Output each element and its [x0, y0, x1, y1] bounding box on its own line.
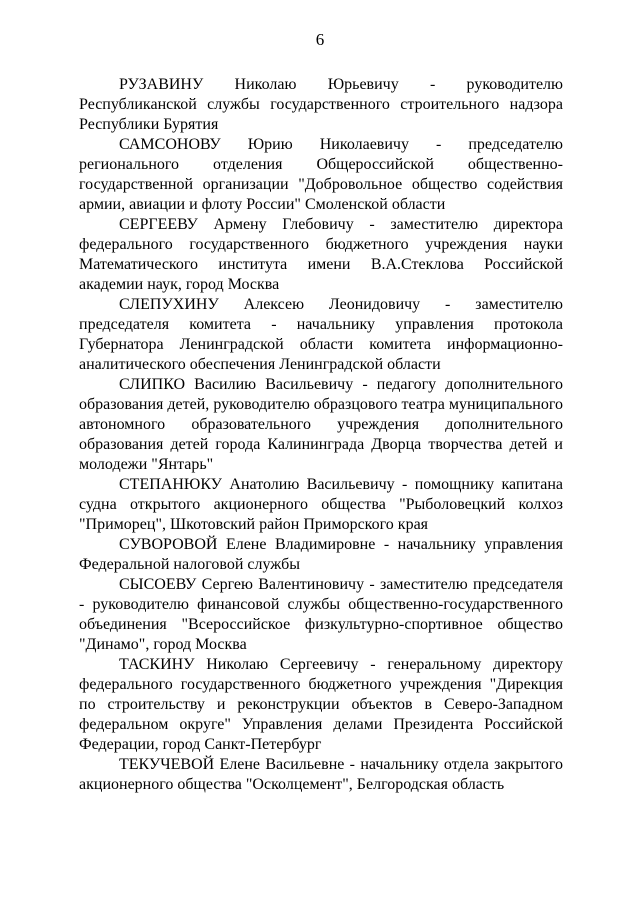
award-list	[79, 75, 563, 795]
list-item: ТЕКУЧЕВОЙ Елене Васильевне - начальнику отдела закрытого акционерного общества "Осколцемент", Белгородская область	[79, 756, 563, 793]
list-item: СЫСОЕВУ Сергею Валентиновичу - заместителю председателя - руководителю финансовой службы общественно-государственного объединения "Всероссийское физкультурно-спортивное общество "Динамо", город Москва	[79, 576, 563, 653]
list-item: СЛЕПУХИНУ Алексею Леонидовичу - заместителю председателя комитета - начальнику управления протокола Губернатора Ленинградской области комитета информационно-аналитического обеспечения Ленинградской области	[79, 296, 563, 373]
list-item: РУЗАВИНУ Николаю Юрьевичу - руководителю Республиканской службы государственного строительного надзора Республики Бурятия	[79, 76, 563, 133]
list-item: СУВОРОВОЙ Елене Владимировне - начальнику управления Федеральной налоговой службы	[79, 536, 563, 573]
page-number: 6	[315, 30, 325, 49]
list-item: ТАСКИНУ Николаю Сергеевичу - генеральному директору федерального государственного бюджетного учреждения "Дирекция по строительству и реконструкции объектов в Северо-Западном федеральном округе" Управления делами Президента Российской Федерации, город Санкт-Петербург	[79, 656, 563, 753]
list-item: САМСОНОВУ Юрию Николаевичу - председателю регионального отделения Общероссийской общественно-государственной организации "Добровольное общество содействия армии, авиации и флоту России" Смоленской области	[79, 136, 563, 213]
list-item: СЛИПКО Василию Васильевичу - педагогу дополнительного образования детей, руководителю образцового театра муниципального автономного образовательного учреждения дополнительного образования детей города Калининграда Дворца творчества детей и молодежи "Янтарь"	[79, 376, 563, 473]
list-item: СТЕПАНЮКУ Анатолию Васильевичу - помощнику капитана судна открытого акционерного общества "Рыболовецкий колхоз "Приморец", Шкотовский район Приморского края	[79, 476, 563, 533]
list-item: СЕРГЕЕВУ Армену Глебовичу - заместителю директора федерального государственного бюджетного учреждения науки Математического института имени В.А.Стеклова Российской академии наук, город Москва	[79, 216, 563, 293]
